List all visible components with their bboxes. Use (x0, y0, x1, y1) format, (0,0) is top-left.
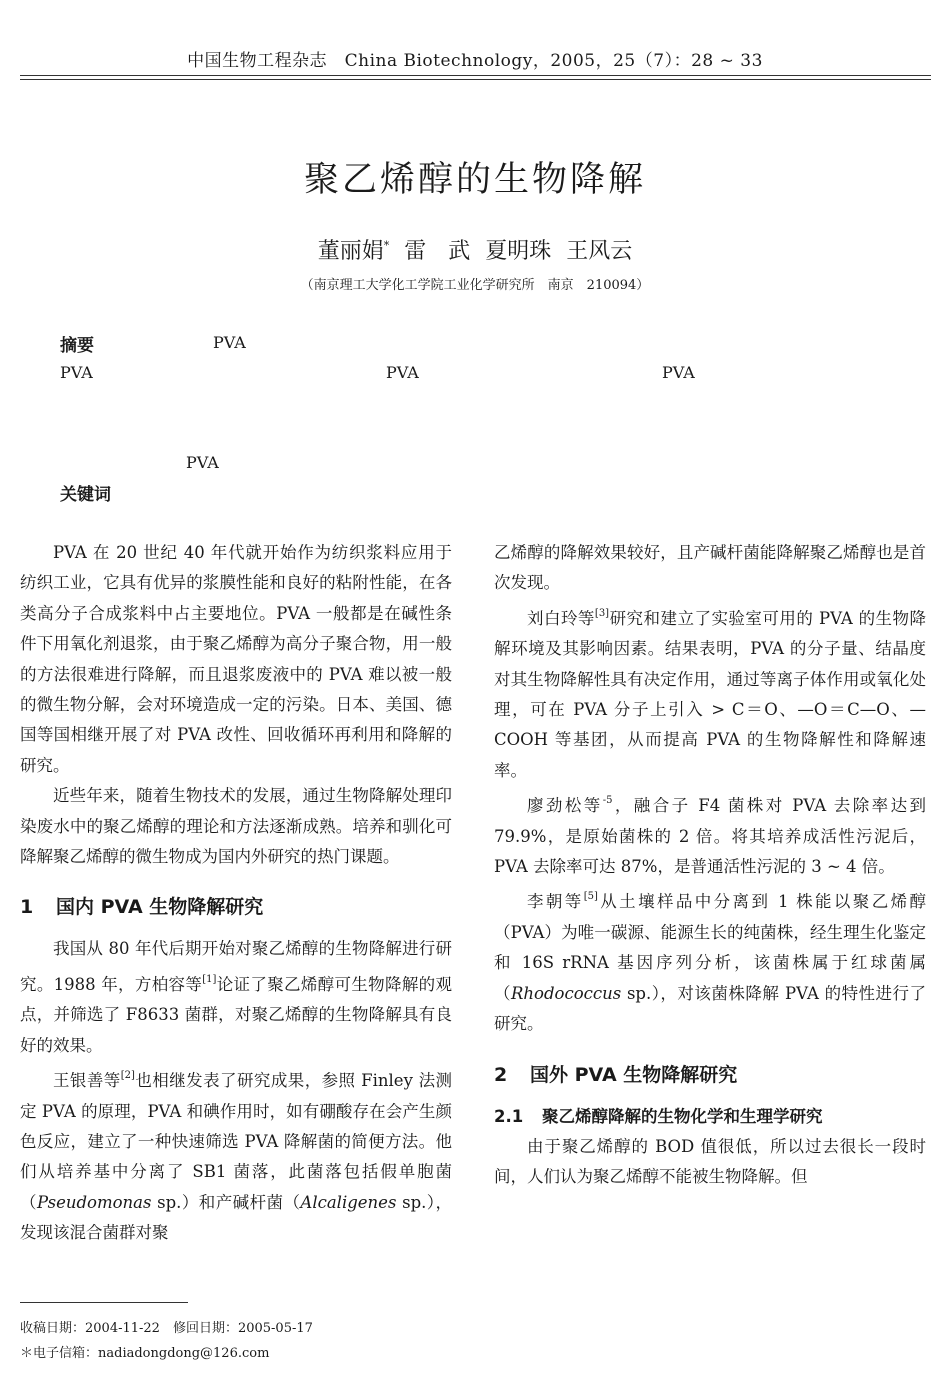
header-rule-top (20, 75, 931, 76)
author-name: 董丽娟 (317, 239, 384, 264)
subsection-number: 2.1 (494, 1106, 524, 1126)
footnote-received-date: 收稿日期：2004-11-22 修回日期：2005-05-17 (20, 1321, 313, 1336)
section-heading-2 (494, 1060, 926, 1090)
corresponding-mark: * (383, 239, 390, 252)
affiliation: （南京理工大学化工学院工业化学研究所 南京 210094） (300, 278, 650, 293)
section-number: 2 (494, 1063, 508, 1086)
section-title: 国外 PVA 生物降解研究 (530, 1063, 738, 1086)
paragraph-text: ，融合子 F4 菌株对 PVA 去除率达到 79.9%，是原始菌株的 2 倍。将其培养成活性污泥后，PVA 去除率可达 87%，是普通活性污泥的 3 ~ 4 倍。 (494, 796, 926, 877)
paragraph-text: 刘白玲等 (527, 608, 595, 628)
abstract-term: PVA (386, 363, 419, 382)
paragraph (494, 786, 926, 882)
left-column (20, 538, 452, 1249)
paragraph-text: 也相继发表了研究成果，参照 Finley 法测定 PVA 的原理，PVA 和碘作用时，如有硼酸存在会产生颜色反应，建立了一种快速筛选 PVA 降解菌的简便方法。他们从培养基中分离了 SB1 菌落，此菌落包括假单胞菌（ (20, 1071, 453, 1212)
footnote-rule (20, 1302, 188, 1303)
author-name: 王风云 (566, 239, 633, 264)
paragraph-text: sp.），发现该混合菌群对聚 (20, 1192, 452, 1243)
author-list (0, 234, 950, 265)
paragraph-text: sp.），对该菌株降解 PVA 的特性进行了研究。 (494, 983, 926, 1034)
abstract-term: PVA (60, 363, 93, 382)
paragraph (20, 934, 452, 1061)
paragraph-text: 研究和建立了实验室可用的 PVA 的生物降解环境及其影响因素。结果表明，PVA 的分子量、结晶度对其生物降解性具有决定作用，通过等离子体作用或氧化处理，可在 PVA 分子上引入 > C＝O、—O＝C—O、—COOH 等基团，从而提高 PVA 的生物降解性和降解速率。 (494, 608, 927, 780)
header-rule-bottom (20, 79, 931, 80)
species-name: Pseudomonas (36, 1192, 152, 1212)
author-name: 夏明珠 (485, 239, 552, 264)
subsection-title: 聚乙烯醇降解的生物化学和生理学研究 (542, 1106, 823, 1126)
abstract-term: PVA (186, 453, 219, 472)
author-name: 雷 武 (404, 239, 471, 264)
subsection-heading-2-1 (494, 1102, 926, 1132)
citation-ref: [5] (583, 891, 598, 903)
paragraph: PVA 在 20 世纪 40 年代就开始作为纺织浆料应用于纺织工业，它具有优异的浆膜性能和良好的粘附性能，在各类高分子合成浆料中占主要地位。PVA 一般都是在碱性条件下用氧化剂退浆，由于聚乙烯醇为高分子聚合物，用一般的方法很难进行降解，而且退浆废液中的 PVA 难以被一般的微生物分解，会对环境造成一定的污染。日本、美国、德国等国相继开展了对 PVA 改性、回收循环再利用和降解的研究。 (20, 543, 452, 775)
citation-ref: [2] (120, 1070, 135, 1082)
paragraph-text: 王银善等 (53, 1071, 121, 1091)
species-name: Alcaligenes (300, 1192, 397, 1212)
paragraph-text: sp.）和产碱杆菌（ (151, 1192, 301, 1212)
paragraph: 近些年来，随着生物技术的发展，通过生物降解处理印染废水中的聚乙烯醇的理论和方法逐渐成熟。培养和驯化可降解聚乙烯醇的微生物成为国内外研究的热门课题。 (20, 786, 452, 867)
paragraph-text: 从土壤样品中分离到 1 株能以聚乙烯醇（PVA）为唯一碳源、能源生长的纯菌株，经生理生化鉴定和 16S rRNA 基因序列分析，该菌株属于红球菌属（ (494, 892, 927, 1003)
paragraph-text: 我国从 80 年代后期开始对聚乙烯醇的生物降解进行研究。1988 年，方柏容等 (20, 939, 452, 994)
paragraph (494, 599, 926, 786)
paragraph-text: 李朝等 (527, 892, 584, 912)
citation-ref: [3] (594, 607, 610, 619)
paragraph: 乙烯醇的降解效果较好，且产碱杆菌能降解聚乙烯醇也是首次发现。 (494, 543, 926, 593)
paragraph: 由于聚乙烯醇的 BOD 值很低，所以过去很长一段时间，人们认为聚乙烯醇不能被生物降解。但 (494, 1136, 926, 1186)
section-number: 1 (20, 896, 34, 919)
abstract-label: 摘要 (60, 336, 94, 356)
citation-ref: [1] (202, 973, 217, 985)
section-heading-1 (20, 892, 452, 922)
footnote-email: ＊电子信箱：nadiadongdong@126.com (20, 1346, 270, 1361)
abstract-term: PVA (213, 333, 246, 352)
abstract-term: PVA (662, 363, 695, 382)
right-column (494, 538, 926, 1192)
keywords-label: 关键词 (60, 485, 111, 505)
paragraph-text: 论证了聚乙烯醇可生物降解的观点，并筛选了 F8633 菌群，对聚乙烯醇的生物降解具有良好的效果。 (20, 974, 452, 1055)
paragraph-text: 廖劲松等 (527, 796, 603, 816)
species-name: Rhodococcus (510, 983, 622, 1003)
paragraph (494, 882, 926, 1039)
section-title: 国内 PVA 生物降解研究 (56, 896, 264, 919)
paragraph (20, 1061, 452, 1248)
journal-header: 中国生物工程杂志 China Biotechnology，2005，25（7）：28 ~ 33 (187, 51, 763, 71)
exponent: -5 (602, 795, 613, 807)
page-title: 聚乙烯醇的生物降解 (303, 160, 646, 200)
